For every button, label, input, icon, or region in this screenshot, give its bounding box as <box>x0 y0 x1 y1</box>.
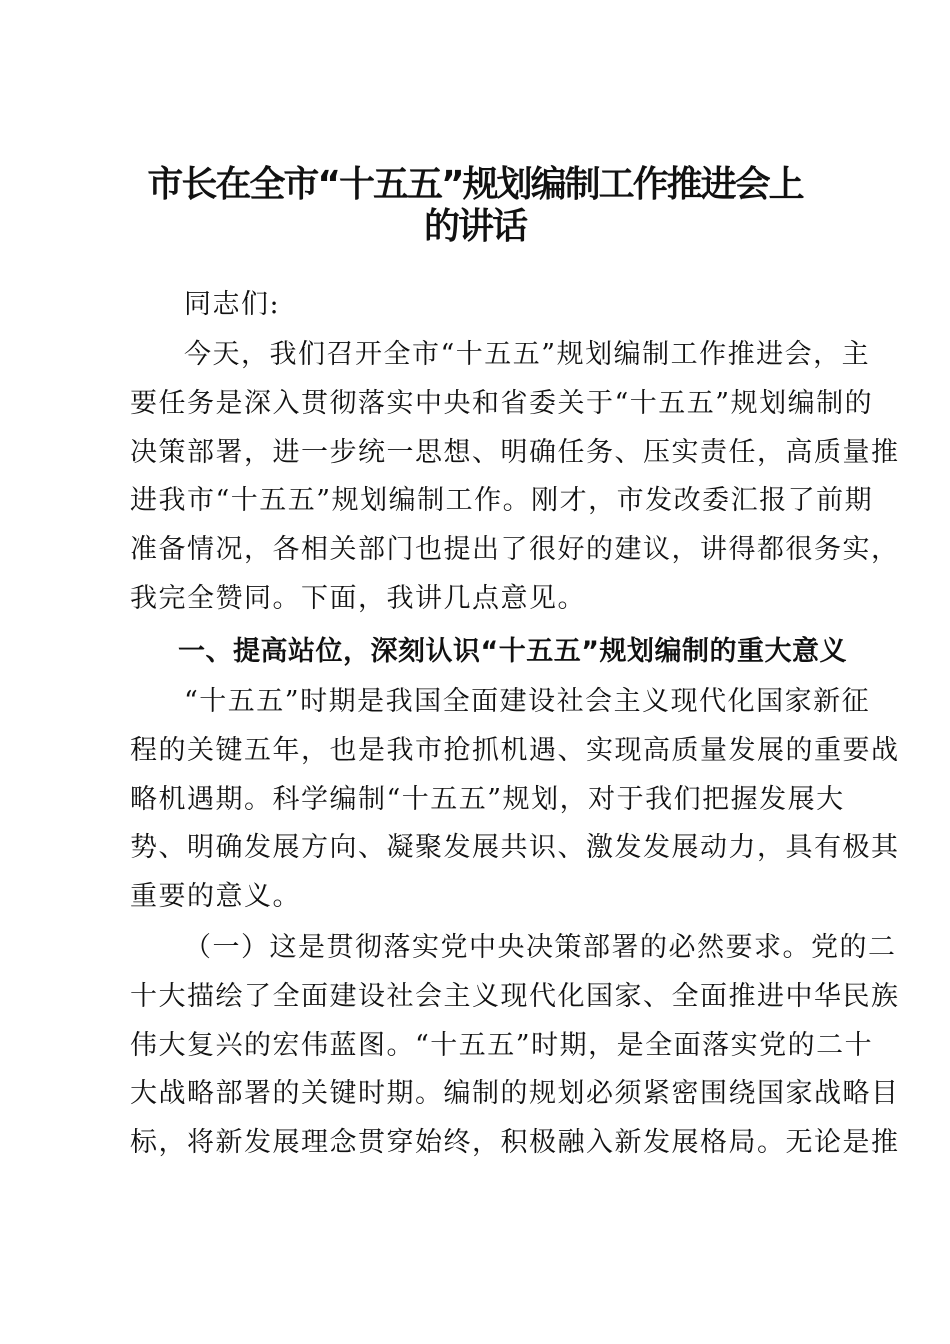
paragraph-line: 大战略部署的关键时期。编制的规划必须紧密围绕国家战略目 <box>130 1078 900 1109</box>
paragraph-line: 要任务是深入贯彻落实中央和省委关于“十五五”规划编制的 <box>130 388 874 419</box>
paragraph-line: 略机遇期。科学编制“十五五”规划，对于我们把握发展大 <box>130 784 845 815</box>
document-title-line-1: 市长在全市“十五五”规划编制工作推进会上 <box>147 164 803 205</box>
paragraph-line: 决策部署，进一步统一思想、明确任务、压实责任，高质量推 <box>130 437 900 468</box>
paragraph-line: 重要的意义。 <box>130 881 301 912</box>
section-heading: 一、提高站位，深刻认识“十五五”规划编制的重大意义 <box>178 636 847 667</box>
salutation: 同志们: <box>184 289 281 320</box>
paragraph-line: 程的关键五年，也是我市抢抓机遇、实现高质量发展的重要战 <box>130 735 900 766</box>
paragraph-line: 标，将新发展理念贯穿始终，积极融入新发展格局。无论是推 <box>130 1127 900 1158</box>
paragraph-line: 准备情况，各相关部门也提出了很好的建议，讲得都很务实， <box>130 534 900 565</box>
paragraph-line: 我完全赞同。下面，我讲几点意见。 <box>130 583 586 614</box>
paragraph-line: “十五五”时期是我国全面建设社会主义现代化国家新征 <box>184 686 871 717</box>
paragraph-line: 今天，我们召开全市“十五五”规划编制工作推进会，主 <box>184 339 871 370</box>
paragraph-line: （一）这是贯彻落实党中央决策部署的必然要求。党的二 <box>184 932 897 963</box>
paragraph-line: 伟大复兴的宏伟蓝图。“十五五”时期，是全面落实党的二十 <box>130 1030 874 1061</box>
paragraph-line: 进我市“十五五”规划编制工作。刚才，市发改委汇报了前期 <box>130 485 874 516</box>
document-title-line-2: 的讲话 <box>423 206 526 247</box>
paragraph-line: 十大描绘了全面建设社会主义现代化国家、全面推进中华民族 <box>130 981 900 1012</box>
paragraph-line: 势、明确发展方向、凝聚发展共识、激发发展动力，具有极其 <box>130 832 900 863</box>
